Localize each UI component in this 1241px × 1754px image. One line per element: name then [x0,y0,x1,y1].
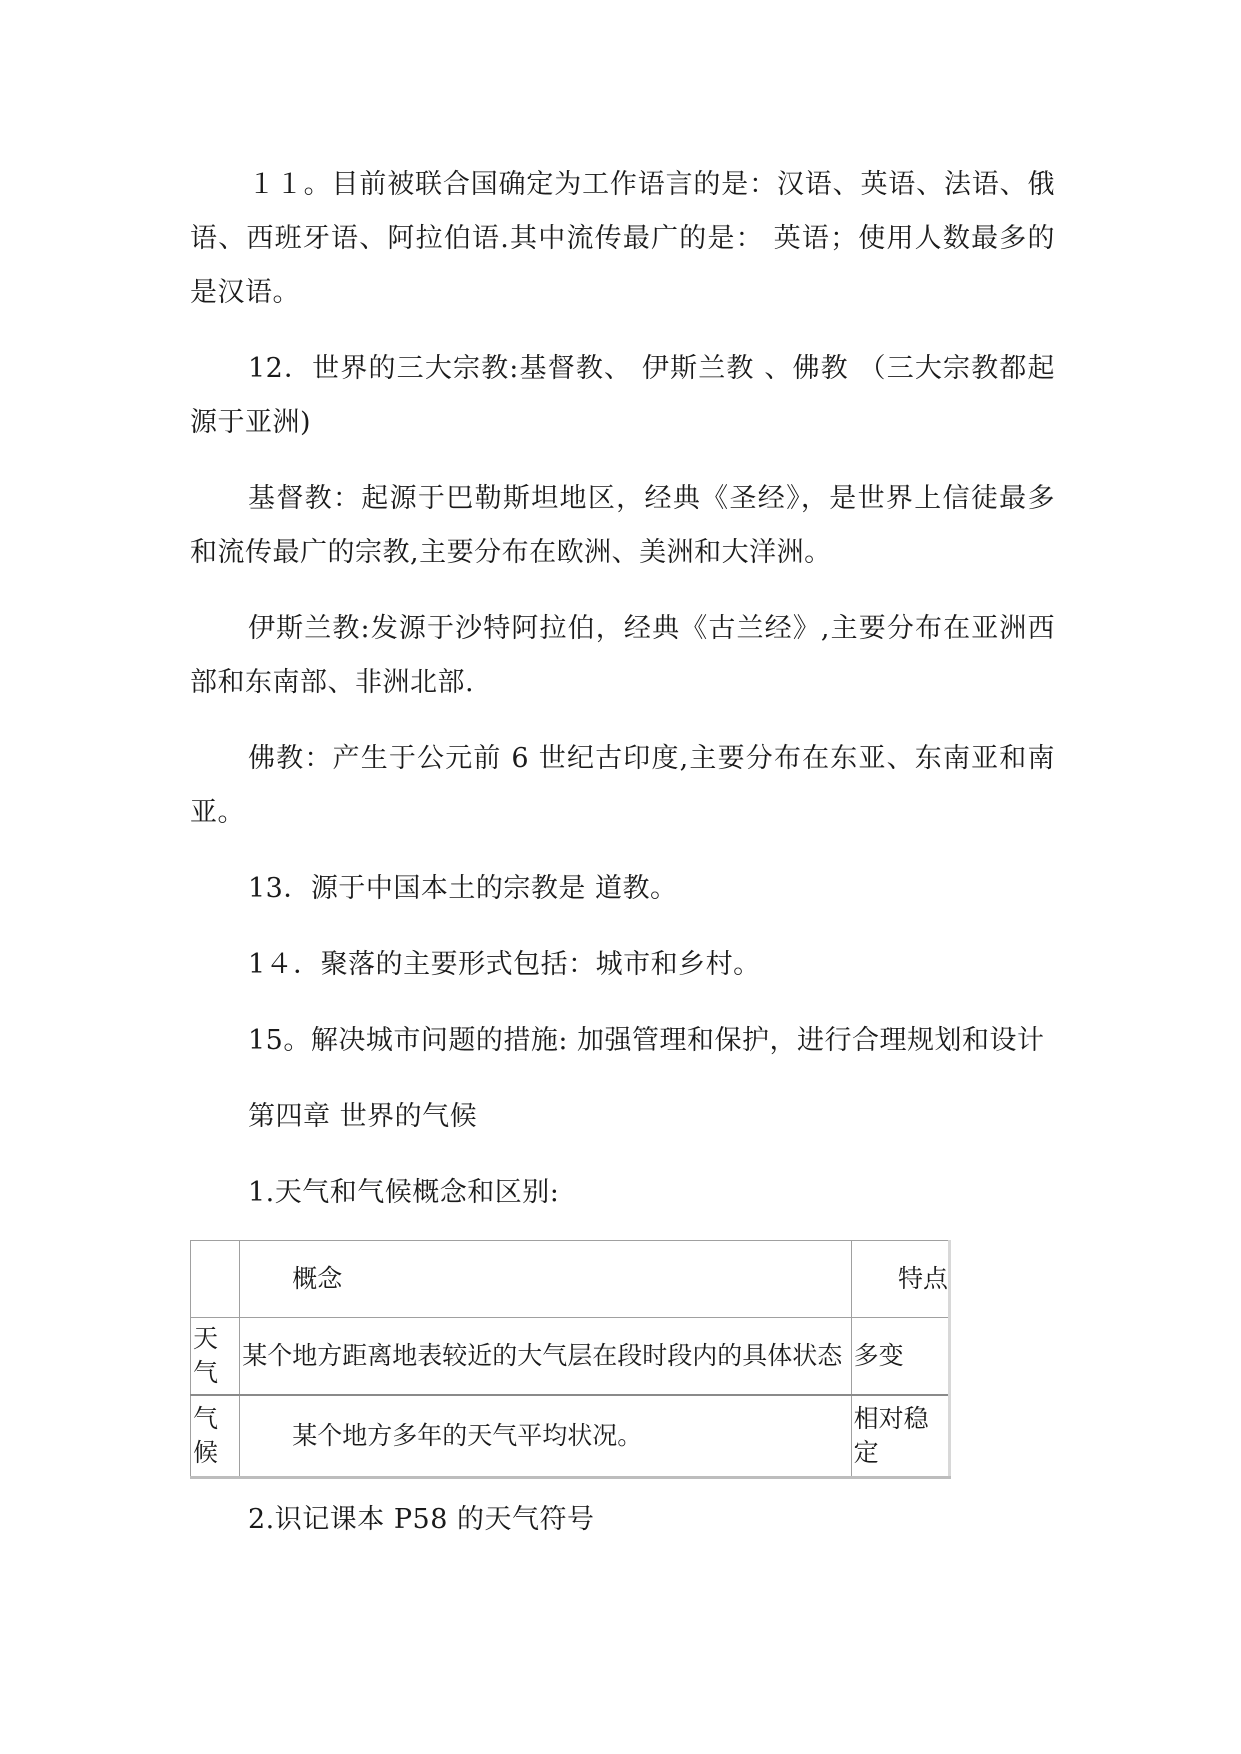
paragraph-weather-symbols: 2.识记课本 P58 的天气符号 [248,1504,595,1535]
table-header-cell: 概念 [240,1241,851,1318]
table-header-cell: 特点 [851,1241,949,1318]
paragraph-buddhism: 佛教：产生于公元前 6 世纪古印度,主要分布在东亚、东南亚和南亚。 [190,743,1055,828]
table-row [191,1318,950,1396]
paragraph-14: 1４．聚落的主要形式包括：城市和乡村。 [248,949,761,980]
paragraph-12: 12．世界的三大宗教:基督教、 伊斯兰教 、佛教 （三大宗教都起源于亚洲) [190,353,1055,438]
table-header-cell [191,1241,240,1318]
table-header-row [191,1241,950,1318]
table-cell: 气候 [191,1395,240,1478]
table-intro: 1.天气和气候概念和区别: [248,1177,560,1208]
chapter-heading: 第四章 世界的气候 [248,1101,478,1132]
paragraph-13: 13．源于中国本土的宗教是 道教。 [248,873,678,904]
paragraph-islam: 伊斯兰教:发源于沙特阿拉伯，经典《古兰经》,主要分布在亚洲西部和东南部、非洲北部. [190,613,1055,698]
paragraph-11: １１。目前被联合国确定为工作语言的是：汉语、英语、法语、俄语、西班牙语、阿拉伯语.其中流传最广的是： 英语；使用人数最多的是汉语。 [190,169,1055,308]
weather-climate-table [190,1240,951,1479]
paragraph-christianity: 基督教：起源于巴勒斯坦地区，经典《圣经》，是世界上信徒最多和流传最广的宗教,主要分布在欧洲、美洲和大洋洲。 [190,483,1055,568]
table-row [191,1395,950,1478]
table-cell: 某个地方距离地表较近的大气层在段时段内的具体状态 [240,1318,851,1396]
table-cell: 天气 [191,1318,240,1396]
paragraph-15: 15。解决城市问题的措施: 加强管理和保护，进行合理规划和设计 [248,1025,1045,1056]
table-cell: 相对稳定 [851,1395,949,1478]
document-page [190,158,1055,1569]
table-cell: 多变 [851,1318,949,1396]
concept-table-wrapper [190,1240,1055,1479]
table-cell: 某个地方多年的天气平均状况。 [240,1395,851,1478]
